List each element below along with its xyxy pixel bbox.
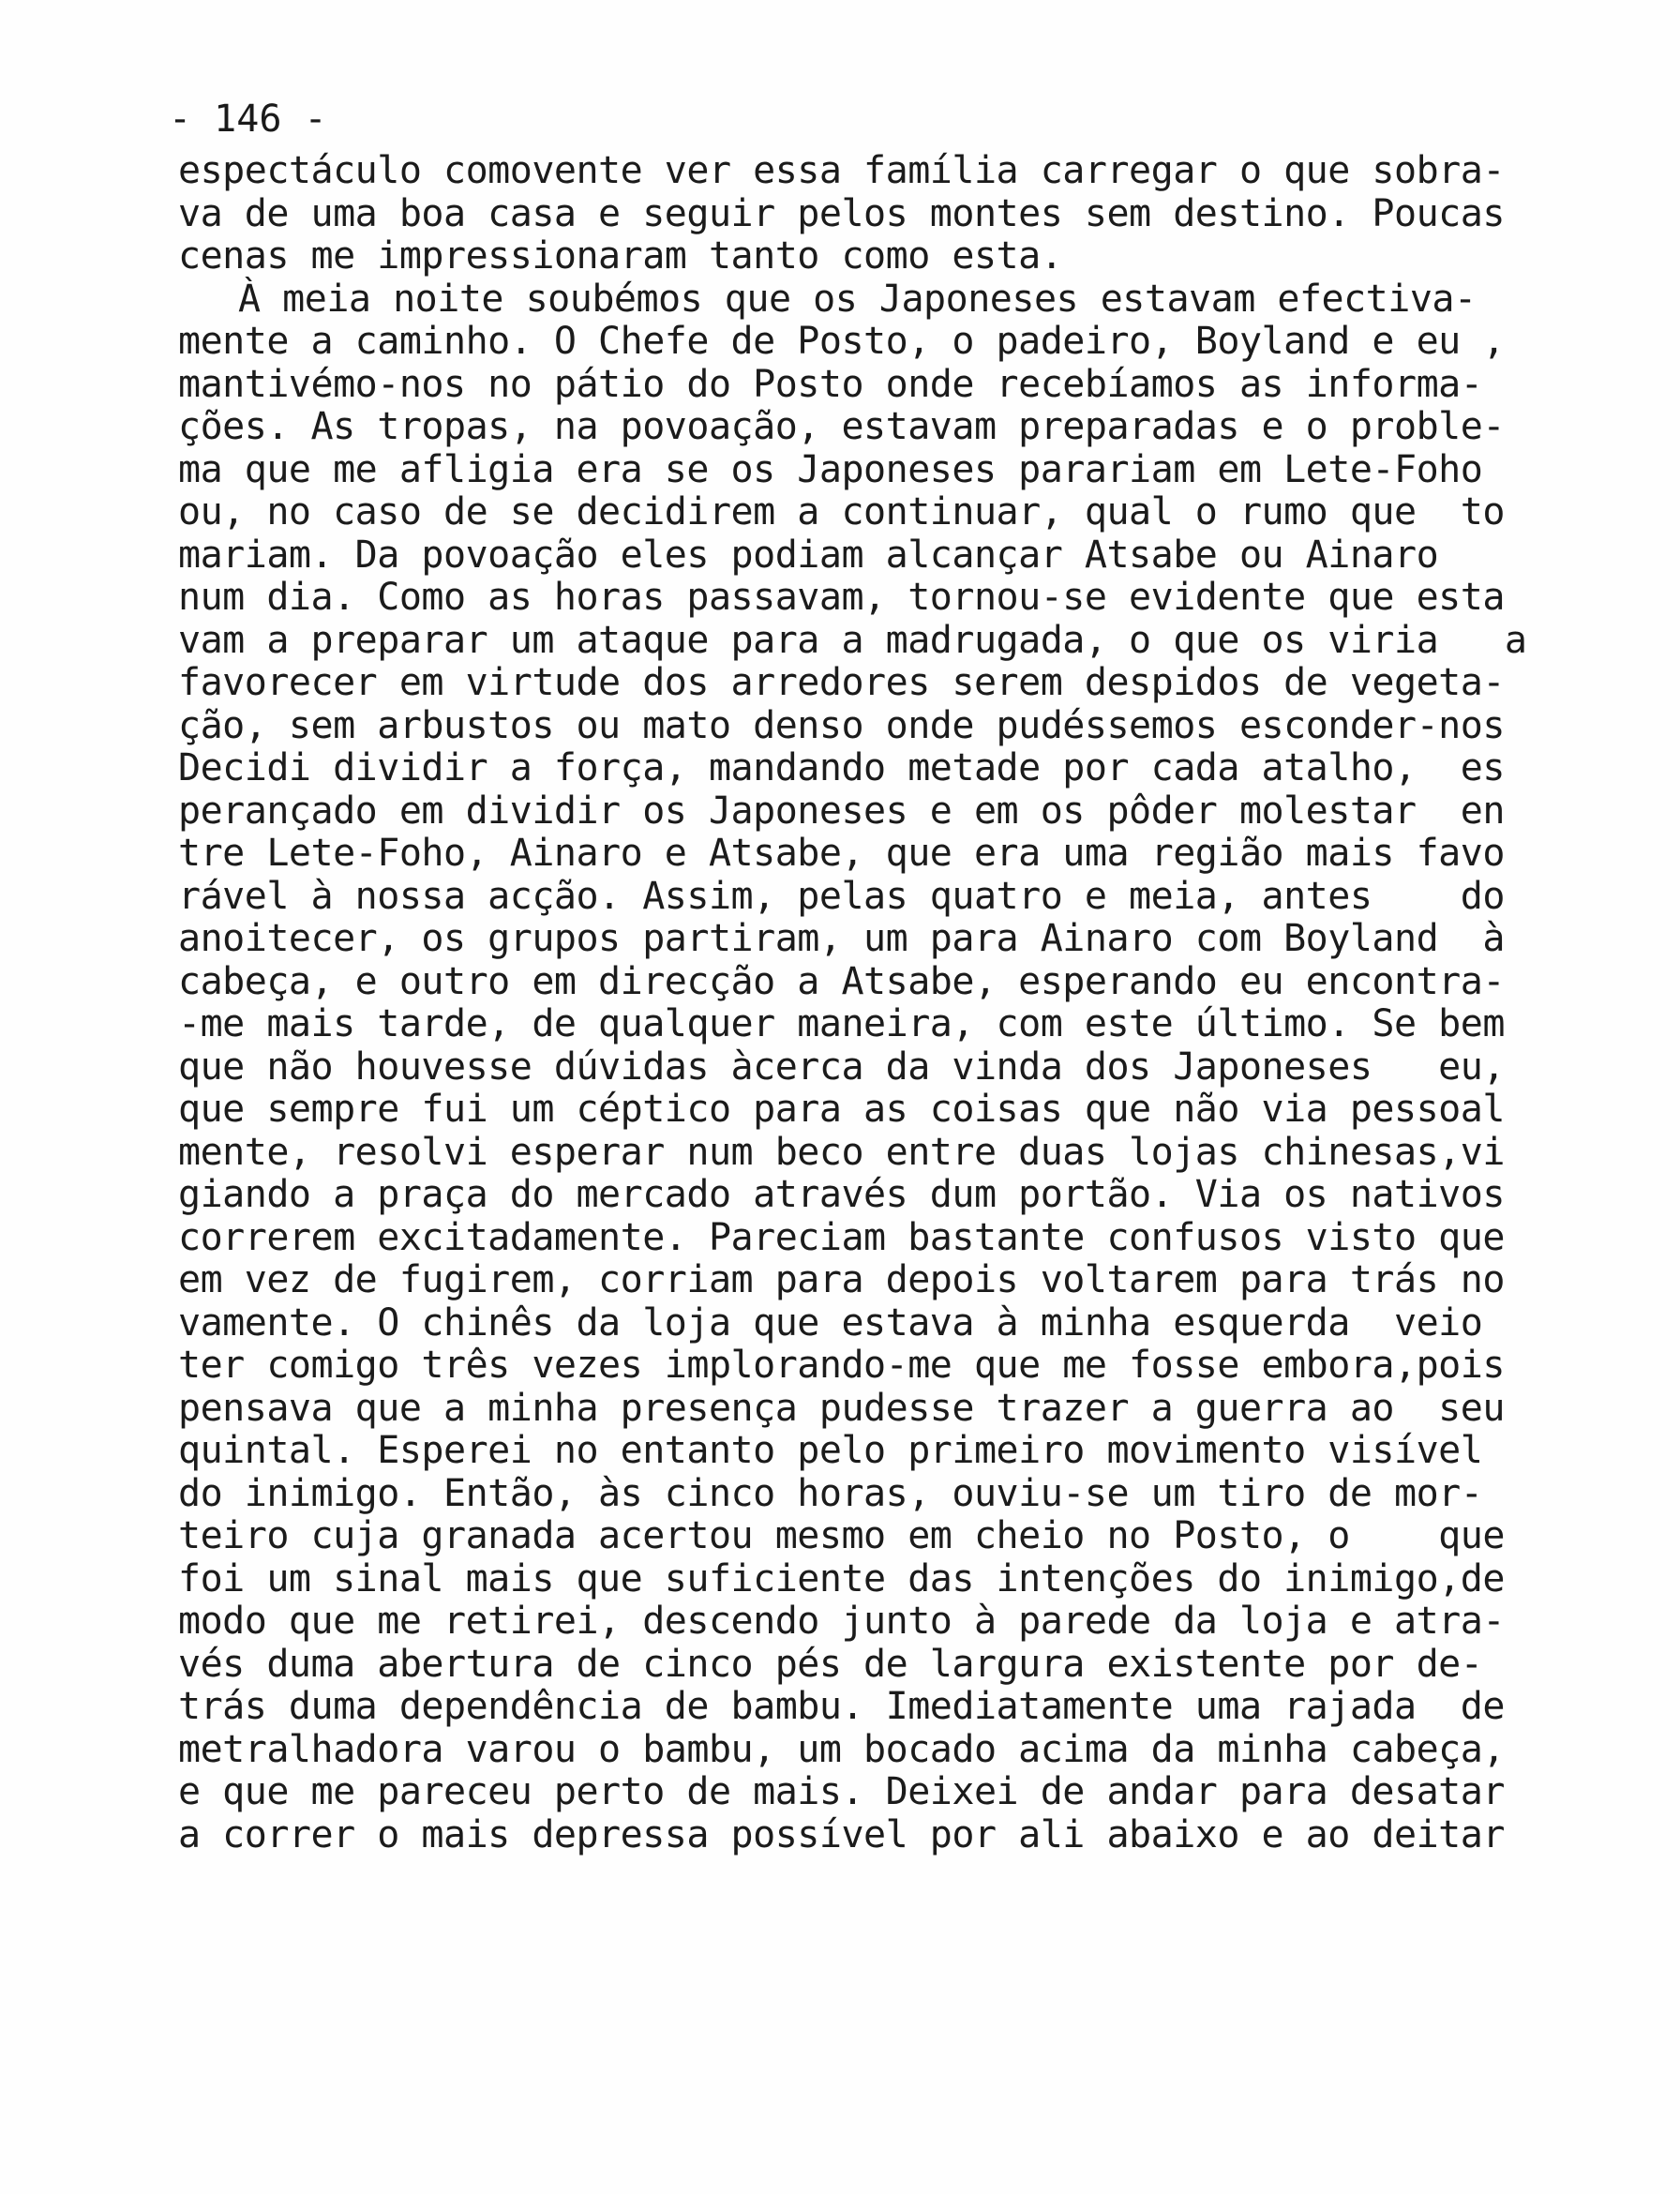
text-line: do inimigo. Então, às cinco horas, ouviu-se um tiro de mor- [178,1471,1483,1515]
text-line: pensava que a minha presença pudesse trazer a guerra ao seu [178,1386,1505,1430]
text-line: e que me pareceu perto de mais. Deixei de andar para desatar [178,1770,1505,1813]
text-line: Decidi dividir a força, mandando metade por cada atalho, es [178,746,1505,789]
text-line: teiro cuja granada acertou mesmo em cheio no Posto, o que [178,1514,1505,1557]
text-line: em vez de fugirem, corriam para depois voltarem para trás no [178,1258,1505,1301]
text-line: perançado em dividir os Japoneses e em os pôder molestar en [178,789,1505,833]
text-line: favorecer em virtude dos arredores serem despidos de vegeta- [178,661,1505,704]
text-line: trás duma dependência de bambu. Imediatamente uma rajada de [178,1685,1505,1728]
text-line: quintal. Esperei no entanto pelo primeiro movimento visível [178,1429,1483,1472]
text-line: ter comigo três vezes implorando-me que me fosse embora,pois [178,1344,1505,1387]
page-number: - 146 - [169,98,327,141]
text-line: anoitecer, os grupos partiram, um para Ainaro com Boyland à [178,917,1505,960]
text-line: espectáculo comovente ver essa família carregar o que sobra- [178,149,1505,192]
text-line: tre Lete-Foho, Ainaro e Atsabe, que era uma região mais favo [178,832,1505,875]
text-line: modo que me retirei, descendo junto à parede da loja e atra- [178,1600,1505,1643]
text-line: que não houvesse dúvidas àcerca da vinda dos Japoneses eu, [178,1044,1505,1089]
text-line: mantivémo-nos no pátio do Posto onde recebíamos as informa- [178,362,1483,406]
text-line: foi um sinal mais que suficiente das intenções do inimigo,de [178,1556,1505,1600]
text-line: -me mais tarde, de qualquer maneira, com este último. Se bem [178,1002,1505,1045]
text-line: que sempre fui um céptico para as coisas que não via pessoal [178,1088,1505,1131]
text-line: vam a preparar um ataque para a madrugada, o que os viria a [178,618,1527,662]
text-line: mente, resolvi esperar num beco entre duas lojas chinesas,vi [178,1130,1505,1174]
text-line: rável à nossa acção. Assim, pelas quatro e meia, antes do [178,874,1505,918]
body-text [178,150,1622,1856]
text-line: va de uma boa casa e seguir pelos montes sem destino. Poucas [178,191,1505,235]
text-line: mariam. Da povoação eles podiam alcançar Atsabe ou Ainaro [178,533,1439,577]
text-line: metralhadora varou o bambu, um bocado acima da minha cabeça, [178,1727,1505,1771]
text-line: vamente. O chinês da loja que estava à minha esquerda veio [178,1300,1483,1345]
text-line: a correr o mais depressa possível por ali abaixo e ao deitar [178,1812,1505,1856]
text-line: correrem excitadamente. Pareciam bastante confusos visto que [178,1215,1505,1259]
text-line: mente a caminho. O Chefe de Posto, o padeiro, Boyland e eu , [178,320,1505,363]
text-line: giando a praça do mercado através dum portão. Via os nativos [178,1173,1505,1216]
text-line: ção, sem arbustos ou mato denso onde pudéssemos esconder-nos [178,703,1505,747]
text-line: ma que me afligia era se os Japoneses parariam em Lete-Foho [178,447,1483,491]
text-line: vés duma abertura de cinco pés de largura existente por de- [178,1642,1483,1686]
text-line: ções. As tropas, na povoação, estavam preparadas e o proble- [178,405,1505,448]
text-line: cabeça, e outro em direcção a Atsabe, esperando eu encontra- [178,959,1505,1003]
text-line: À meia noite soubémos que os Japoneses estavam efectiva- [238,277,1477,321]
text-line: cenas me impressionaram tanto como esta. [178,234,1063,278]
text-line: ou, no caso de se decidirem a continuar, qual o rumo que to [178,490,1505,533]
text-line: num dia. Como as horas passavam, tornou-se evidente que esta [178,576,1505,619]
